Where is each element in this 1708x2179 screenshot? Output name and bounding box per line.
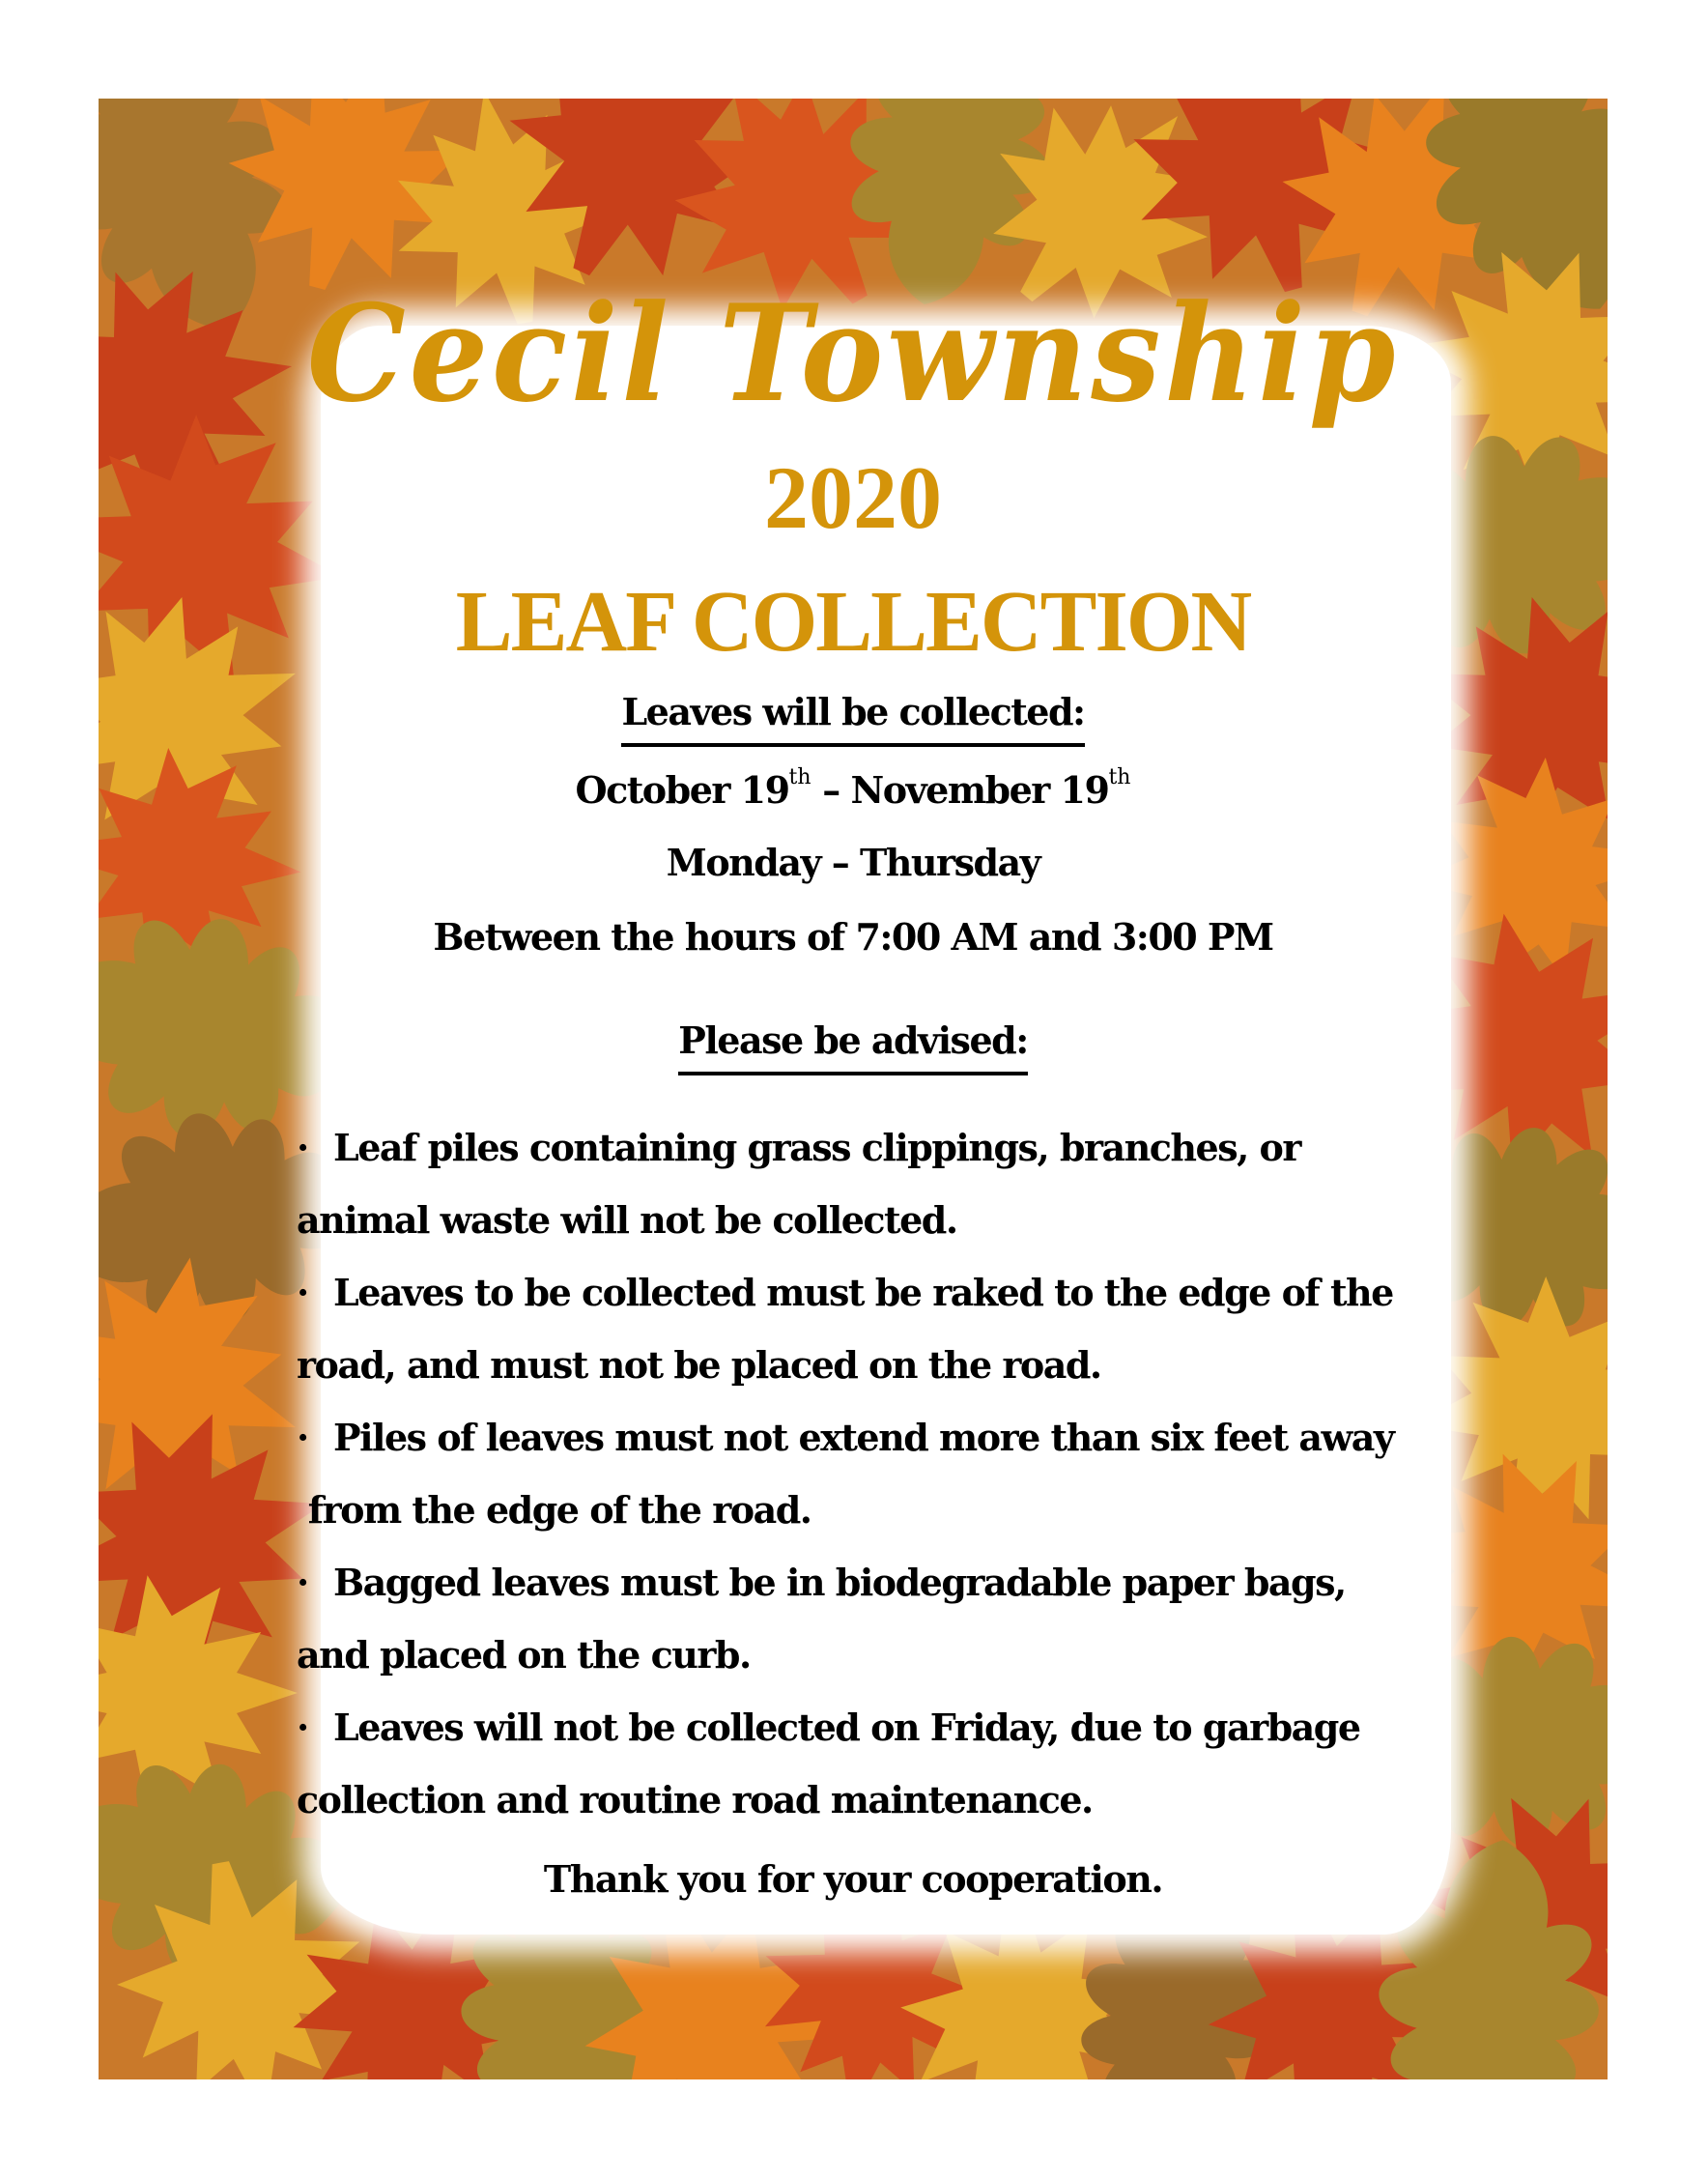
- advisory-item: [297, 1691, 1408, 1836]
- advisory-item-text: Leaves to be collected must be raked to the edge of the: [333, 1271, 1393, 1314]
- end-date: November 19: [850, 768, 1109, 812]
- advisory-item: [297, 1546, 1408, 1691]
- bullet-icon: ·: [297, 1126, 308, 1169]
- bullet-icon: ·: [297, 1706, 308, 1749]
- advisory-item-text: animal waste will not be collected.: [297, 1198, 957, 1242]
- advisory-item-text: collection and routine road maintenance.: [297, 1778, 1093, 1821]
- advisory-item-text: Piles of leaves must not extend more than six feet away: [333, 1416, 1394, 1459]
- end-date-suffix: th: [1108, 765, 1131, 789]
- advisory-list: [297, 1111, 1408, 1836]
- date-range: [99, 765, 1608, 812]
- collection-hours: Between the hours of 7:00 AM and 3:00 PM: [433, 915, 1273, 959]
- bullet-icon: ·: [297, 1561, 308, 1604]
- closing-message: Thank you for your cooperation.: [543, 1857, 1163, 1901]
- advisory-item: [297, 1401, 1408, 1546]
- bullet-icon: ·: [297, 1416, 308, 1459]
- start-date-suffix: th: [788, 765, 811, 789]
- advisory-item-text: Leaf piles containing grass clippings, branches, or: [333, 1126, 1300, 1169]
- bullet-icon: ·: [297, 1271, 308, 1314]
- advisory-item: [297, 1111, 1408, 1256]
- advisory-heading: Please be advised:: [678, 1018, 1027, 1075]
- advisory-item-text: and placed on the curb.: [297, 1633, 751, 1677]
- schedule-heading-line: [99, 690, 1608, 747]
- advisory-item-text: Bagged leaves must be in biodegradable paper bags,: [333, 1561, 1346, 1604]
- advisory-item-text: Leaves will not be collected on Friday, due to garbage: [333, 1706, 1360, 1749]
- leaf-collection-heading: LEAF COLLECTION: [455, 574, 1251, 670]
- advisory-item-text: from the edge of the road.: [297, 1488, 811, 1532]
- advisory-heading-line: [99, 1018, 1608, 1075]
- schedule-heading: Leaves will be collected:: [621, 690, 1084, 747]
- flyer-content: [99, 99, 1608, 2079]
- advisory-item-text: road, and must not be placed on the road.: [297, 1343, 1101, 1387]
- start-date: October 19: [575, 768, 789, 812]
- advisory-item: [297, 1256, 1408, 1401]
- date-dash: –: [811, 768, 851, 812]
- township-title: Cecil Township: [306, 274, 1400, 432]
- year-heading: 2020: [764, 448, 942, 547]
- collection-days: Monday – Thursday: [666, 841, 1040, 884]
